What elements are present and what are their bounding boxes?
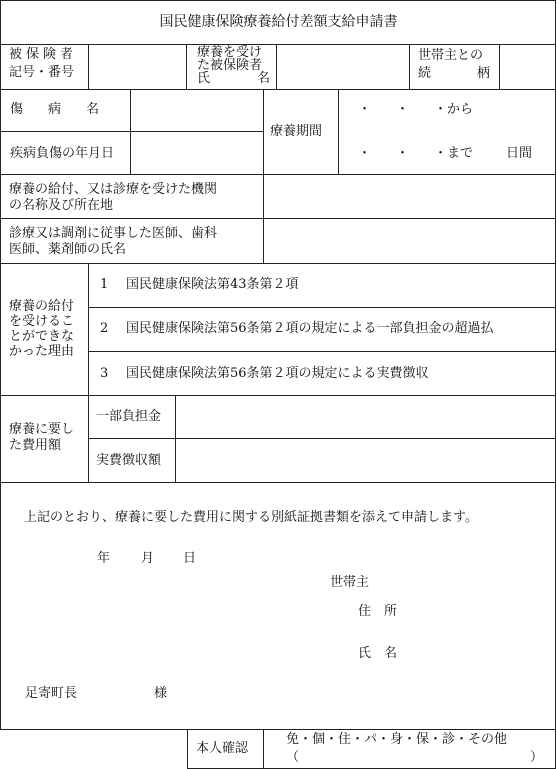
date-month-label: 月	[141, 551, 155, 566]
date-year-label: 年	[97, 551, 111, 566]
partial-payment-field[interactable]	[176, 396, 555, 438]
patient-name-label-line2: た被保険者	[197, 58, 263, 73]
identity-other-field[interactable]	[300, 750, 526, 766]
rule-below-declaration	[0, 729, 556, 730]
doctor-field[interactable]	[264, 219, 555, 263]
reason-label-line1: 療養の給付	[9, 299, 75, 314]
address-label: 住 所	[358, 604, 398, 619]
form-title: 国民健康保険療養給付差額支給申請書	[159, 14, 398, 30]
patient-name-label-line1: 療養を受け	[197, 45, 263, 60]
period-to-suffix: まで	[447, 146, 474, 161]
reason-item-3-no: 3	[100, 366, 109, 381]
reason-item-3-text[interactable]: 国民健康保険法第56条第２項の規定による実費徴収	[126, 366, 429, 381]
insured-number-label: 被保険者	[9, 47, 78, 62]
reason-item-2-text[interactable]: 国民健康保険法第56条第２項の規定による一部負担金の超過払	[126, 321, 494, 336]
householder-relation-label-line1: 世帯主との	[418, 48, 484, 63]
reason-item-1-text[interactable]: 国民健康保険法第43条第２項	[126, 277, 299, 292]
identity-paren-close: ）	[530, 750, 544, 765]
partial-payment-label: 一部負担金	[96, 409, 162, 424]
illness-name-label: 傷 病 名	[10, 102, 106, 117]
patient-name-label-line3a: 氏	[197, 71, 211, 86]
identity-paren-open: （	[286, 750, 300, 765]
border-right	[555, 0, 556, 769]
rule-reason-2	[88, 351, 556, 352]
cost-label-line2: た費用額	[9, 438, 62, 453]
period-days-label: 日間	[506, 146, 533, 161]
reason-div	[88, 263, 89, 482]
applicant-name-field[interactable]	[410, 640, 550, 664]
doctor-label-line1: 診療又は調剤に従事した医師、歯科	[9, 226, 218, 241]
addressee-label: 足寄町長	[25, 686, 78, 701]
householder-relation-field[interactable]	[500, 45, 555, 89]
identity-document-options[interactable]: 免・個・住・パ・身・保・診・その他	[286, 732, 508, 747]
cost-label-line1: 療養に要し	[9, 422, 75, 437]
insured-number-field[interactable]	[89, 45, 185, 89]
rule-below-cost	[0, 482, 556, 483]
identity-div-mid	[263, 729, 264, 769]
treatment-period-label: 療養期間	[270, 124, 323, 139]
illness-date-label: 疾病負傷の年月日	[10, 146, 115, 161]
border-left	[0, 0, 1, 730]
actual-cost-field[interactable]	[176, 439, 555, 482]
patient-name-label-line3b: 名	[257, 71, 271, 86]
treatment-period-field[interactable]	[339, 90, 555, 174]
reason-label-line2: を受けるこ	[9, 314, 75, 329]
rule-below-doctor	[0, 263, 556, 264]
reason-label-line3: とができな	[9, 329, 75, 344]
reason-label-line4: かった理由	[9, 344, 75, 359]
name-label: 氏 名	[358, 646, 398, 661]
illness-div-2	[263, 89, 264, 174]
illness-date-field[interactable]	[131, 132, 263, 174]
border-top	[0, 0, 556, 1]
declaration-statement: 上記のとおり、療養に要した費用に関する別紙証拠書類を添えて申請します。	[24, 510, 478, 525]
householder-relation-label-line2a: 続	[418, 66, 432, 81]
period-to-dots: ・ ・ ・	[358, 146, 454, 161]
addressee-honorific: 様	[154, 686, 168, 701]
actual-cost-label: 実費徴収額	[96, 453, 162, 468]
rule-reason-1	[88, 307, 556, 308]
institution-label-line2: の名称及び所在地	[9, 198, 114, 213]
row1-div-2	[186, 44, 187, 89]
date-day-label: 日	[183, 551, 197, 566]
institution-field[interactable]	[264, 175, 555, 218]
illness-name-field[interactable]	[131, 90, 263, 131]
householder-label: 世帯主	[330, 575, 370, 590]
doctor-label-line2: 医師、薬剤師の氏名	[9, 242, 127, 257]
reason-item-1-no: 1	[100, 277, 109, 292]
patient-name-field[interactable]	[277, 45, 408, 89]
insured-number-label-line2: 記号・番号	[9, 65, 75, 80]
address-field[interactable]	[410, 598, 550, 622]
reason-item-2-no: 2	[100, 321, 109, 336]
period-from-suffix: から	[447, 102, 474, 117]
period-from-dots: ・ ・ ・	[358, 102, 454, 117]
householder-relation-label-line2b: 柄	[477, 66, 491, 81]
institution-label-line1: 療養の給付、又は診療を受けた機関	[9, 182, 218, 197]
row1-div-4	[409, 44, 410, 89]
identity-div-left	[187, 729, 188, 769]
identity-check-label: 本人確認	[196, 741, 249, 756]
